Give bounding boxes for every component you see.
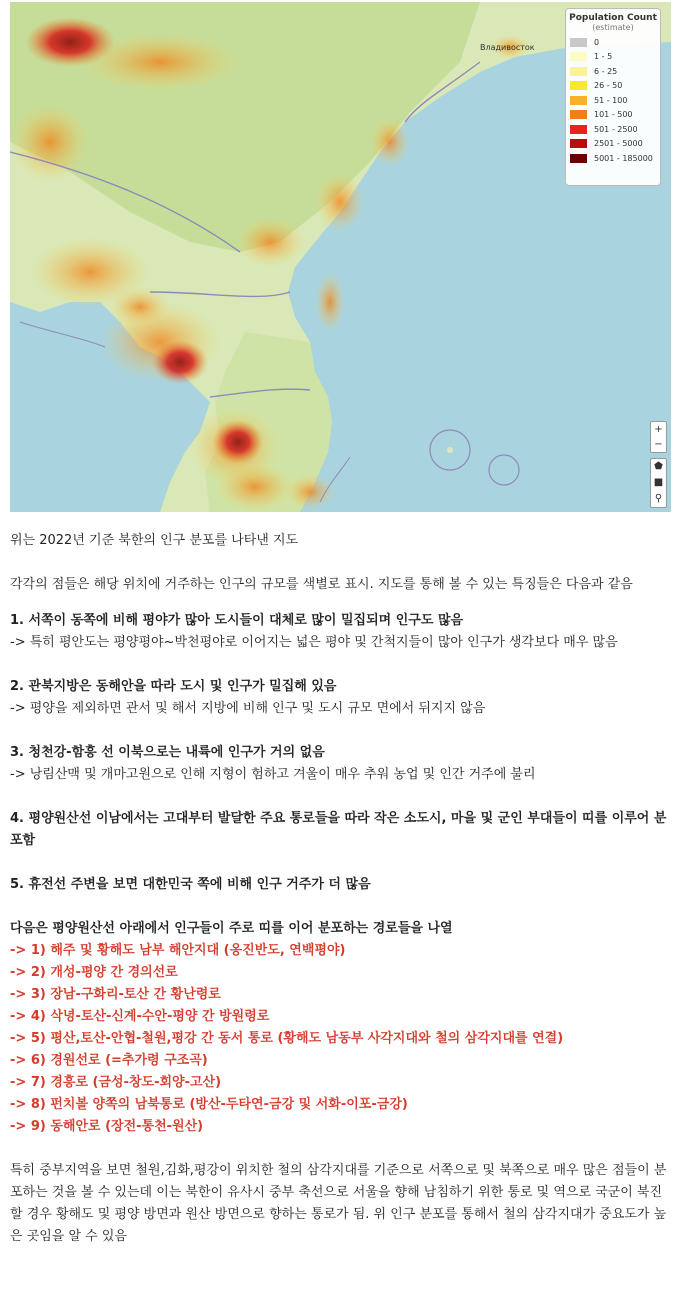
point-title: 2. 관북지방은 동해안을 따라 도시 및 인구가 밀집해 있음	[10, 679, 337, 694]
legend-item	[566, 35, 660, 50]
legend-swatch	[570, 139, 587, 148]
legend-item	[566, 122, 660, 137]
route-item: -> 8) 펀치볼 양쪽의 남북통로 (방산-두타연-금강 및 서화-이포-금강)	[10, 1097, 408, 1112]
intro-text: 각각의 점들은 해당 위치에 거주하는 인구의 규모를 색별로 표시. 지도를 통해 볼 수 있는 특징들은 다음과 같음	[10, 577, 633, 592]
legend-label: 26 - 50	[594, 81, 623, 91]
legend-item	[566, 137, 660, 152]
route-item: -> 9) 동해안로 (장전-통천-원산)	[10, 1119, 204, 1134]
legend-label: 6 - 25	[594, 66, 618, 76]
route-item: -> 3) 장남-구화리-토산 간 황난령로	[10, 987, 221, 1002]
article-body	[10, 530, 671, 1248]
draw-toolbar	[650, 458, 667, 508]
point-title: 1. 서쪽이 동쪽에 비해 평야가 많아 도시들이 대체로 많이 밀집되며 인구도 많음	[10, 613, 464, 628]
legend-label: 1 - 5	[594, 52, 613, 62]
point-detail: -> 평양을 제외하면 관서 및 해서 지방에 비해 인구 및 도시 규모 면에서 뒤지지 않음	[10, 701, 486, 716]
point-detail: -> 특히 평안도는 평양평야~박천평야로 이어지는 넓은 평야 및 간척지들이 많아 인구가 생각보다 매우 많음	[10, 635, 618, 650]
legend-label: 101 - 500	[594, 110, 633, 120]
legend-items	[566, 35, 660, 166]
zoom-out-button[interactable]: −	[654, 439, 663, 450]
legend-item	[566, 151, 660, 166]
legend-label: 0	[594, 37, 600, 47]
route-item: -> 6) 경원선로 (=추가령 구조곡)	[10, 1053, 208, 1068]
map-caption: 위는 2022년 기준 북한의 인구 분포를 나타낸 지도	[10, 533, 299, 548]
point-title: 5. 휴전선 주변을 보면 대한민국 쪽에 비해 인구 거주가 더 많음	[10, 877, 371, 892]
legend-label: 2501 - 5000	[594, 139, 643, 149]
route-item: -> 5) 평산,토산-안협-철원,평강 간 동서 통로 (황해도 남동부 사각지대와 철의 삼각지대를 연결)	[10, 1031, 564, 1046]
legend-subtitle: (estimate)	[592, 23, 634, 32]
legend-item	[566, 79, 660, 94]
conclusion-text: 특히 중부지역을 보면 철원,김화,평강이 위치한 철의 삼각지대를 기준으로 서쪽으로 및 북쪽으로 매우 많은 점들이 분포하는 것을 볼 수 있는데 이는 북한이 유사시 중부 축선으로 서울을 향해 남침하기 위한 통로 및 역으로 국군이 북진할 경우 황해도 및 평양 방면과 원산 방면으로 향하는 통로가 됨. 위 인구 분포를 통해서 철의 삼각지대가 중요도가 높은 곳임을 알 수 있음	[10, 1163, 667, 1244]
zoom-in-button[interactable]: +	[654, 424, 663, 435]
place-label: Владивосток	[480, 43, 535, 52]
draw-square-icon[interactable]: ■	[653, 477, 664, 488]
legend-label: 51 - 100	[594, 95, 628, 105]
legend-swatch	[570, 96, 587, 105]
route-item: -> 7) 경흥로 (금성-창도-회양-고산)	[10, 1075, 222, 1090]
legend-swatch	[570, 52, 587, 61]
routes-title: 다음은 평양원산선 아래에서 인구들이 주로 띠를 이어 분포하는 경로들을 나열	[10, 921, 453, 936]
route-item: -> 2) 개성-평양 간 경의선로	[10, 965, 178, 980]
legend-item	[566, 108, 660, 123]
legend-label: 501 - 2500	[594, 124, 638, 134]
zoom-control	[650, 421, 667, 453]
legend-swatch	[570, 154, 587, 163]
point-detail: -> 낭림산맥 및 개마고원으로 인해 지형이 험하고 겨울이 매우 추워 농업 및 인간 거주에 불리	[10, 767, 536, 782]
population-map[interactable]	[10, 2, 671, 512]
dokdo-boundary	[489, 455, 519, 485]
legend-item	[566, 93, 660, 108]
legend-swatch	[570, 125, 587, 134]
key-points	[10, 610, 671, 918]
legend-label: 5001 - 185000	[594, 153, 653, 163]
route-item: -> 4) 삭녕-토산-신계-수안-평양 간 방원령로	[10, 1009, 270, 1024]
ulleungdo-island	[447, 447, 453, 453]
legend	[565, 8, 661, 186]
legend-swatch	[570, 67, 587, 76]
draw-polygon-icon[interactable]: ⬟	[654, 461, 663, 472]
legend-title: Population Count	[569, 13, 657, 23]
legend-swatch	[570, 38, 587, 47]
point-title: 3. 청천강-함흥 선 이북으로는 내륙에 인구가 거의 없음	[10, 745, 325, 760]
route-item: -> 1) 해주 및 황해도 남부 해안지대 (옹진반도, 연백평야)	[10, 943, 346, 958]
legend-swatch	[570, 110, 587, 119]
route-list	[10, 940, 671, 1138]
legend-item	[566, 64, 660, 79]
legend-item	[566, 50, 660, 65]
legend-swatch	[570, 81, 587, 90]
point-title: 4. 평양원산선 이남에서는 고대부터 발달한 주요 통로들을 따라 작은 소도시, 마을 및 군인 부대들이 띠를 이루어 분포함	[10, 811, 667, 848]
place-marker-icon[interactable]: ⚲	[654, 493, 663, 504]
